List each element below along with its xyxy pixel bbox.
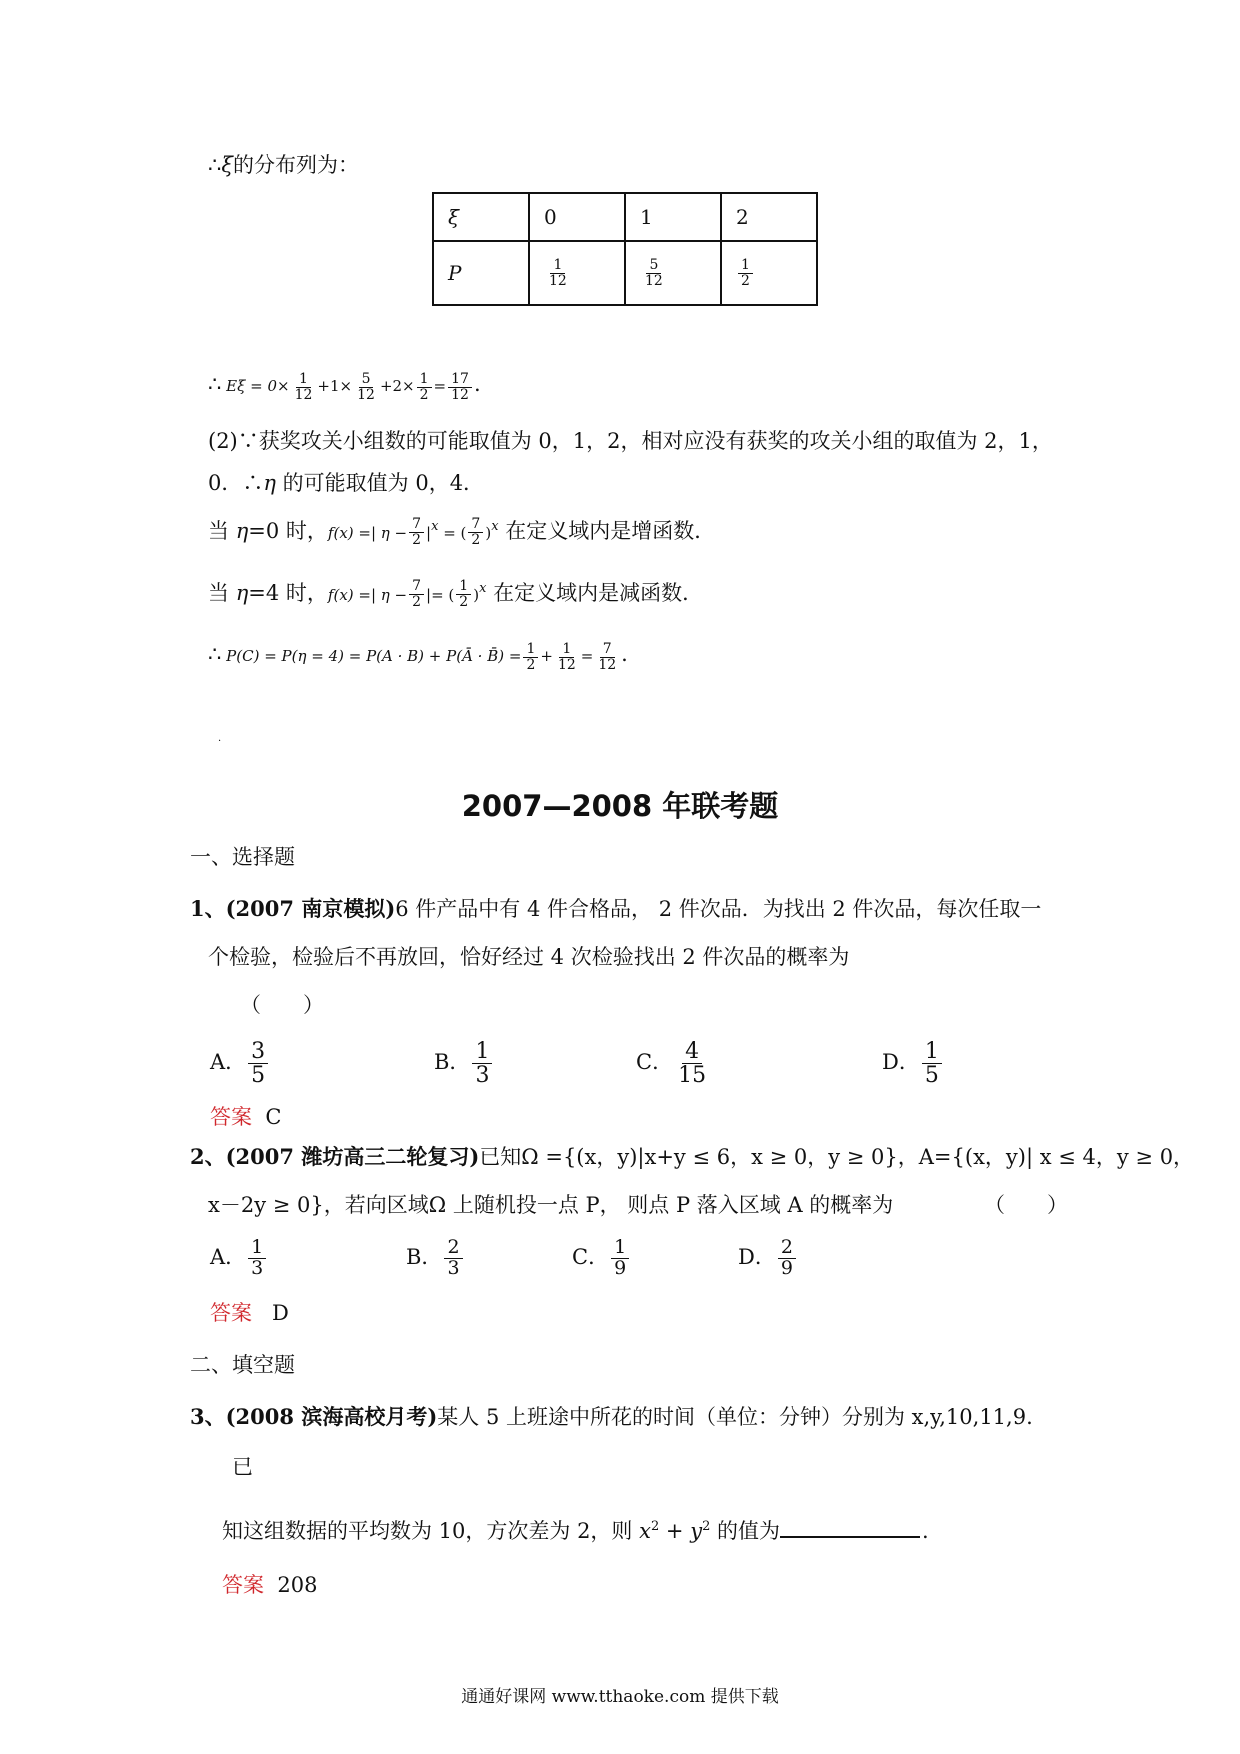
table-row-label: P: [433, 241, 529, 305]
fraction: $\frac{1}{9}$: [611, 1238, 629, 1279]
answer-paren: （ ）: [240, 993, 324, 1017]
question-source: (2008 滨海高校月考): [225, 1404, 438, 1429]
answer-paren: （ ）: [984, 1193, 1068, 1217]
table-row: [433, 193, 817, 241]
question-1: 1、(2007 南京模拟)6 件产品中有 4 件合格品， 2 件次品．为找出 2 件次品，每次任取一: [190, 896, 1042, 921]
answer-label: 答案: [222, 1573, 264, 1597]
fraction: $\frac{1}{3}$: [472, 1040, 492, 1087]
distribution-table: [432, 192, 818, 306]
fraction: $\frac{7}{2}$: [409, 579, 424, 609]
option-b: B． $\frac{1}{3}$: [434, 1040, 494, 1087]
option-b: B． $\frac{2}{3}$: [406, 1238, 465, 1279]
option-a: A． $\frac{3}{5}$: [210, 1040, 270, 1087]
section-fill-heading: 二、填空题: [190, 1353, 295, 1377]
answer-3: 答案 208: [222, 1573, 318, 1597]
fraction: $\frac{3}{5}$: [248, 1040, 268, 1087]
question-3-line3: 知这组数据的平均数为 10，方次差为 2，则 $x^2 + y^2$ 的值为 .: [222, 1512, 929, 1546]
option-a: A． $\frac{1}{3}$: [210, 1238, 268, 1279]
fraction: $\frac{1}{2}$: [738, 258, 753, 288]
fraction: $\frac{2}{3}$: [444, 1238, 462, 1279]
fraction: $\frac{7}{12}$: [598, 641, 617, 673]
table-header-cell: 1: [625, 193, 721, 241]
table-cell: [721, 241, 817, 305]
xi-symbol: ξ: [221, 153, 233, 177]
expectation-formula: ∴ Eξ = 0× $\frac{1}{12}$ +1× $\frac{5}{12}$ +2× $\frac{1}{2}$ = $\frac{17}{12}$ .: [208, 371, 481, 403]
probability-formula: ∴ P(C) = P(η = 4) = P(A · B) + P(Ā · B̄) = $\frac{1}{2}$ + $\frac{1}{12}$ = $\frac{7}{12}$ .: [208, 641, 628, 673]
option-c: C． $\frac{1}{9}$: [572, 1238, 631, 1279]
fraction: $\frac{1}{2}$: [523, 642, 538, 672]
fraction: $\frac{5}{12}$: [645, 256, 663, 289]
answer-blank[interactable]: [780, 1514, 920, 1538]
question-2-line2: x－2y ≥ 0}，若向区域Ω 上随机投一点 P， 则点 P 落入区域 A 的概率为: [208, 1193, 894, 1217]
footer-source: 通通好课网 www.tthaoke.com 提供下载: [461, 1687, 779, 1707]
answer-label: 答案: [210, 1105, 252, 1129]
table-cell: [529, 241, 625, 305]
fraction: $\frac{17}{12}$: [448, 372, 472, 402]
fraction: $\frac{1}{2}$: [417, 372, 432, 402]
question-1-line2: 个检验，检验后不再放回，恰好经过 4 次检验找出 2 件次品的概率为: [208, 945, 850, 969]
table-header-cell: 0: [529, 193, 625, 241]
stray-dot: ·: [218, 736, 222, 747]
section-choice-heading: 一、选择题: [190, 845, 295, 869]
question-source: (2007 潍坊高三二轮复习): [225, 1144, 480, 1169]
table-row: [433, 241, 817, 305]
option-d: D． $\frac{1}{5}$: [882, 1040, 944, 1087]
intro-text: 的分布列为：: [232, 153, 359, 177]
answer-1: 答案 C: [210, 1105, 282, 1129]
fraction: $\frac{7}{2}$: [409, 517, 424, 547]
question-3: 3、(2008 滨海高校月考)某人 5 上班途中所花的时间（单位：分钟）分别为 x,y,10,11,9.: [190, 1404, 1033, 1429]
fraction: $\frac{1}{12}$: [294, 371, 313, 403]
fraction: $\frac{1}{12}$: [549, 256, 567, 289]
option-c: C． $\frac{4}{15}$: [636, 1040, 711, 1087]
case-eta-0: 当 η=0 时，f(x) =| η − $\frac{7}{2}$ $|^x$ = ( $\frac{7}{2}$ )$^x$ 在定义域内是增函数．: [208, 516, 716, 548]
table-header-cell: ξ: [433, 193, 529, 241]
fraction: $\frac{2}{9}$: [778, 1238, 796, 1279]
question-2: 2、(2007 潍坊高三二轮复习)已知Ω ={(x，y)|x+y ≤ 6，x ≥ 0，y ≥ 0}，A={(x，y)| x ≤ 4，y ≥ 0，: [190, 1144, 1195, 1169]
case-eta-4: 当 η=4 时，f(x) =| η − $\frac{7}{2}$ |= ( $\frac{1}{2}$ )$^x$ 在定义域内是减函数．: [208, 578, 704, 610]
fraction: $\frac{4}{15}$: [678, 1039, 707, 1089]
table-header-cell: 2: [721, 193, 817, 241]
fraction: $\frac{1}{5}$: [922, 1040, 942, 1087]
fraction: $\frac{1}{3}$: [248, 1238, 266, 1279]
table-cell: [625, 241, 721, 305]
part2-line1: (2)∵获奖攻关小组数的可能取值为 0，1，2，相对应没有获奖的攻关小组的取值为 2，1，: [208, 429, 1053, 453]
option-d: D． $\frac{2}{9}$: [738, 1238, 798, 1279]
fraction: $\frac{1}{2}$: [456, 579, 471, 609]
fraction: $\frac{5}{12}$: [357, 371, 375, 403]
question-source: (2007 南京模拟): [225, 896, 396, 921]
part2-line2: 0．∴η 的可能取值为 0，4．: [208, 471, 485, 495]
therefore-symbol: ∴: [208, 153, 222, 177]
question-3-line2: 已: [232, 1455, 253, 1479]
answer-2: 答案 D: [210, 1301, 289, 1325]
distribution-intro: [208, 150, 359, 180]
section-title: 2007—2008 年联考题: [461, 789, 779, 823]
fraction: $\frac{1}{12}$: [557, 641, 576, 673]
fraction: $\frac{7}{2}$: [468, 517, 483, 547]
answer-label: 答案: [210, 1301, 252, 1325]
